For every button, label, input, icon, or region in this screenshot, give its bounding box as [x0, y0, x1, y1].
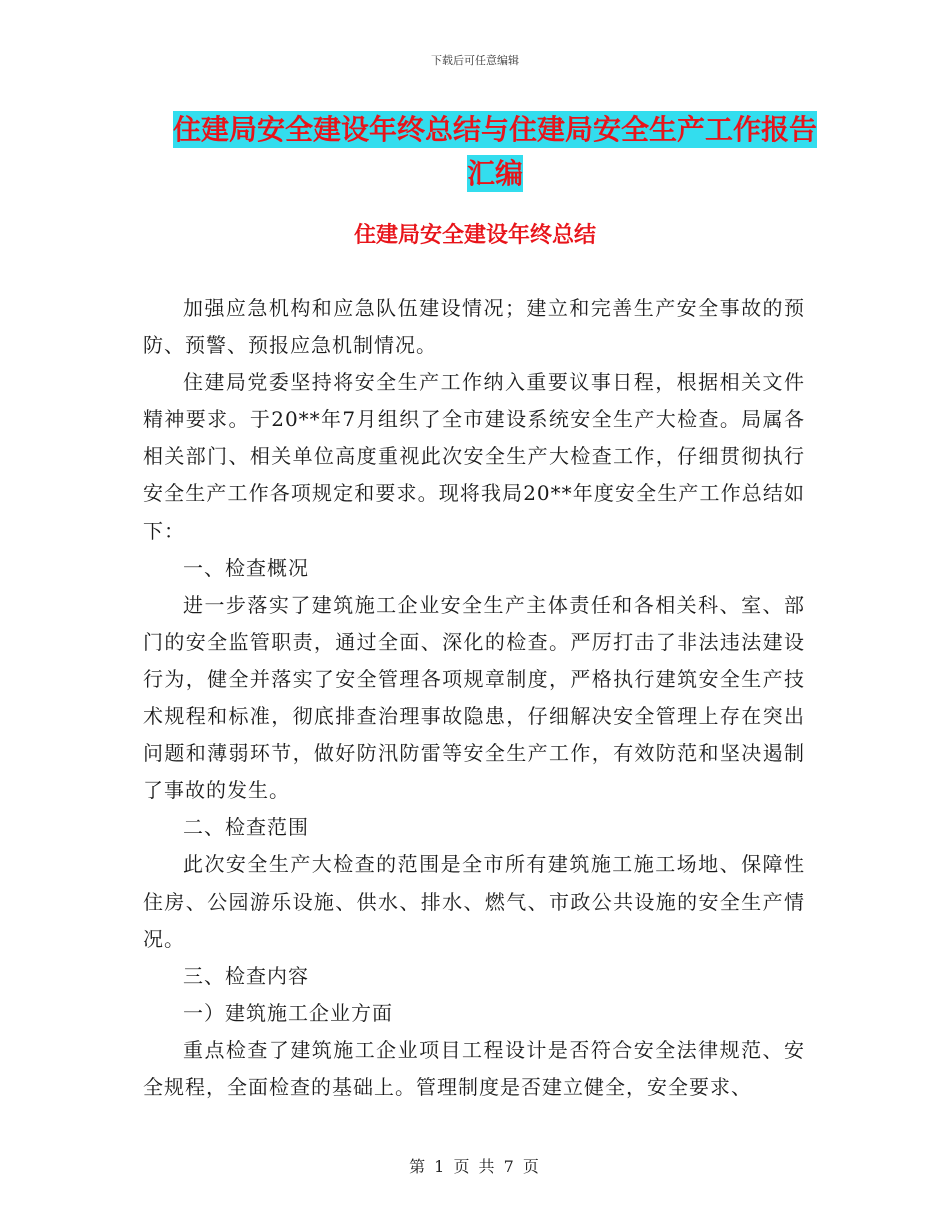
subsection-heading: 一）建筑施工企业方面 — [183, 1000, 393, 1025]
paragraph: 此次安全生产大检查的范围是全市所有建筑施工施工场地、保障性住房、公园游乐设施、供水、排水、燃气、市政公共设施的安全生产情况。 — [143, 852, 805, 951]
document-title — [150, 108, 840, 196]
section-heading: 二、检查范围 — [183, 815, 309, 840]
header-note: 下载后可任意编辑 — [431, 54, 519, 67]
document-title-line1: 住建局安全建设年终总结与住建局安全生产工作报告 — [172, 113, 817, 146]
page-number: 第 1 页 共 7 页 — [409, 1157, 541, 1176]
section-heading: 三、检查内容 — [183, 963, 309, 988]
paragraph: 加强应急机构和应急队伍建设情况；建立和完善生产安全事故的预防、预警、预报应急机制情况。 — [143, 296, 805, 358]
section-heading: 一、检查概况 — [183, 555, 309, 580]
document-body — [143, 290, 805, 1106]
paragraph: 进一步落实了建筑施工企业安全生产主体责任和各相关科、室、部门的安全监管职责，通过全面、深化的检查。严厉打击了非法违法建设行为，健全并落实了安全管理各项规章制度，严格执行建筑安全生产技术规程和标准，彻底排查治理事故隐患，仔细解决安全管理上存在突出问题和薄弱环节，做好防汛防雷等安全生产工作，有效防范和坚决遏制了事故的发生。 — [143, 592, 805, 803]
paragraph: 住建局党委坚持将安全生产工作纳入重要议事日程，根据相关文件精神要求。于20**年7月组织了全市建设系统安全生产大检查。局属各相关部门、相关单位高度重视此次安全生产大检查工作，仔细贯彻执行安全生产工作各项规定和要求。现将我局20**年度安全生产工作总结如下： — [143, 370, 805, 543]
document-title-line2: 汇编 — [466, 157, 523, 190]
section-title: 住建局安全建设年终总结 — [353, 223, 596, 248]
paragraph: 重点检查了建筑施工企业项目工程设计是否符合安全法律规范、安全规程，全面检查的基础上。管理制度是否建立健全，安全要求、 — [143, 1037, 805, 1099]
